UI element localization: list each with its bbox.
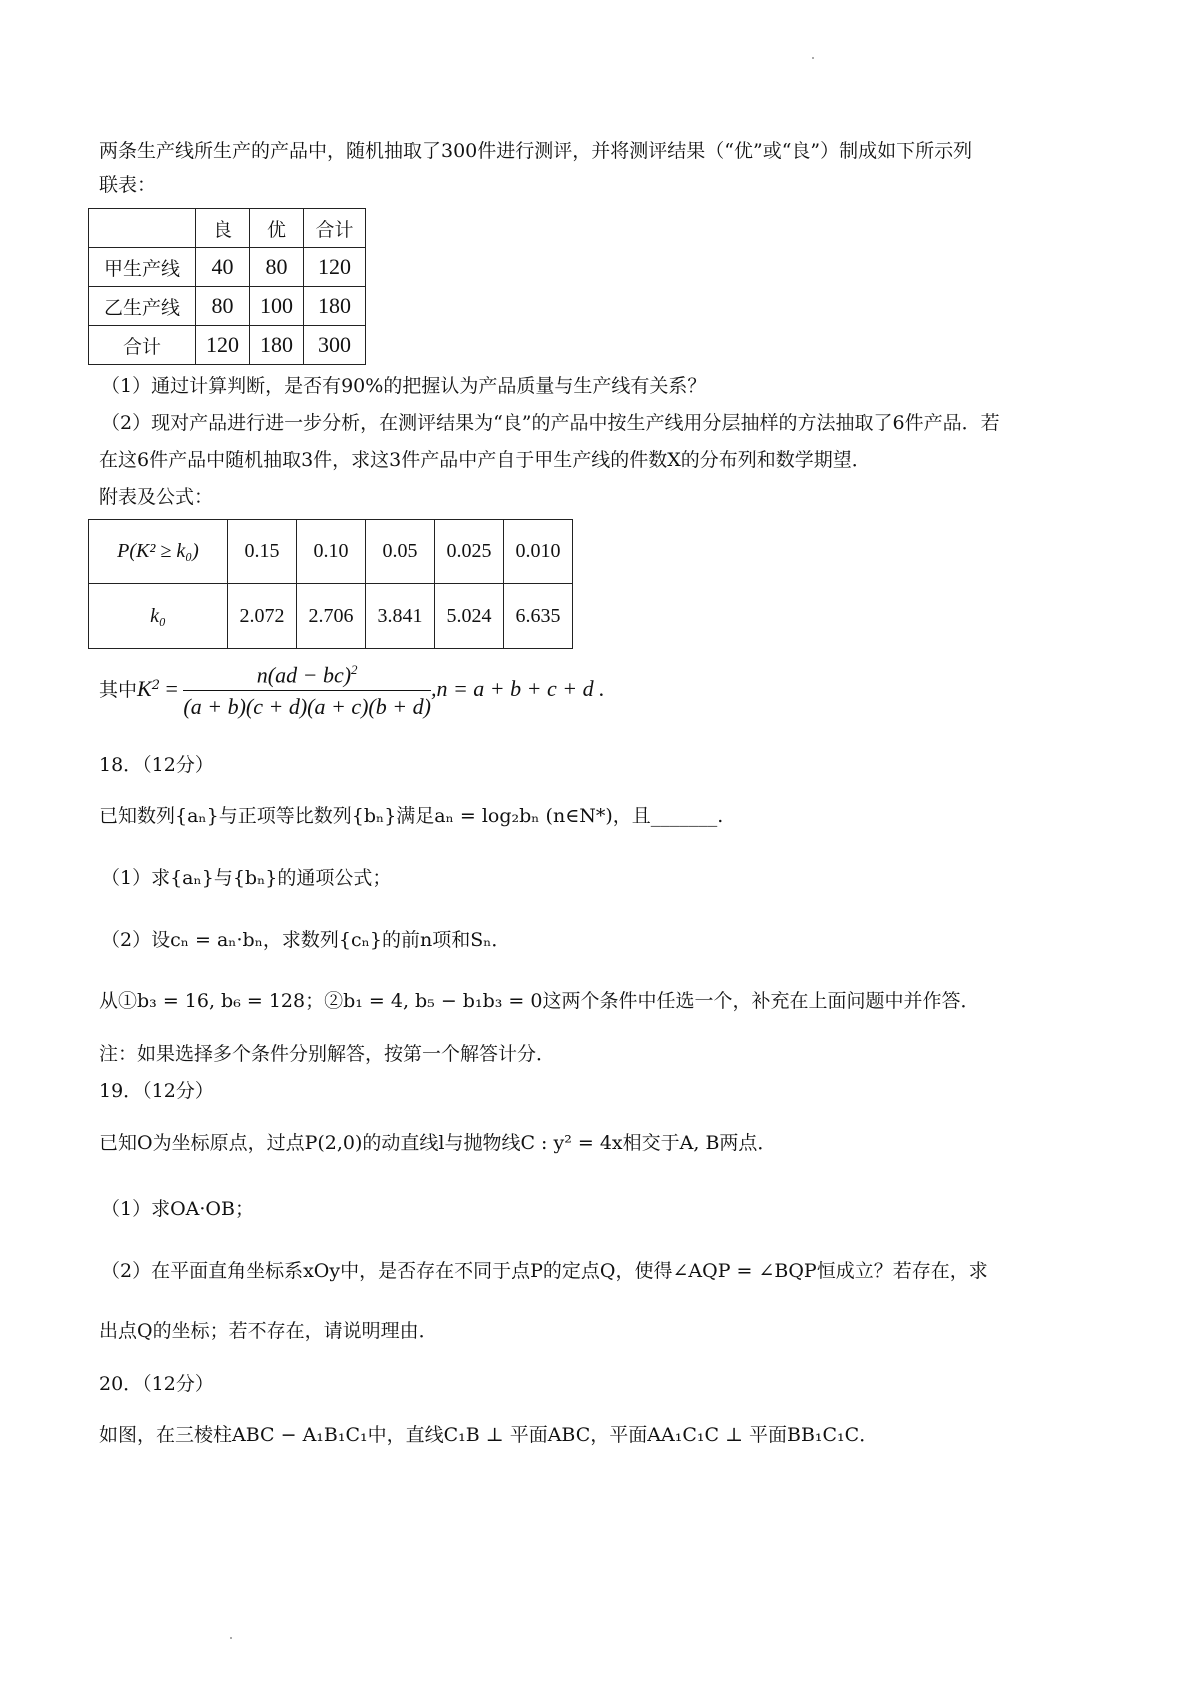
table-cell: 80 [250, 248, 304, 287]
table-cell: 合计 [89, 326, 196, 365]
table-cell: 合计 [304, 209, 366, 248]
q18-conditions: 从①b₃ = 16, b₆ = 128；②b₁ = 4, b₅ − b₁b₃ = 0这两个条件中任选一个，补充在上面问题中并作答． [99, 990, 980, 1012]
table-cell: 0.010 [504, 520, 573, 584]
contingency-table [88, 208, 366, 365]
q18-stem: 已知数列{aₙ}与正项等比数列{bₙ}满足aₙ = log₂bₙ (n∈N*)，且_______. [99, 805, 724, 827]
table-cell: 2.706 [297, 584, 366, 649]
table-cell: 甲生产线 [89, 248, 196, 287]
q17-part1: （1）通过计算判断，是否有90%的把握认为产品质量与生产线有关系？ [101, 375, 707, 397]
q19-part2-line2: 出点Q的坐标；若不存在，请说明理由． [99, 1320, 438, 1342]
q18-title: 18．（12分） [99, 754, 214, 776]
formula-fraction: $\frac{n(ad - bc)^2}{(a + b)(c + d)(a + c)(b + d)}$ [183, 662, 431, 720]
table-cell: 3.841 [366, 584, 435, 649]
q20-stem: 如图，在三棱柱ABC − A₁B₁C₁中，直线C₁B ⊥ 平面ABC，平面AA₁C₁C ⊥ 平面BB₁C₁C． [99, 1424, 879, 1446]
table-row [89, 520, 573, 584]
table-cell: 180 [250, 326, 304, 365]
table-cell: 120 [304, 248, 366, 287]
table-cell: 优 [250, 209, 304, 248]
table-cell: 0.10 [297, 520, 366, 584]
table-cell: 100 [250, 287, 304, 326]
q18-note: 注：如果选择多个条件分别解答，按第一个解答计分． [99, 1043, 556, 1065]
table-cell: 2.072 [228, 584, 297, 649]
q18-part2: （2）设cₙ = aₙ·bₙ，求数列{cₙ}的前n项和Sₙ． [101, 929, 511, 951]
scan-speck [230, 1637, 232, 1639]
q19-stem: 已知O为坐标原点，过点P(2,0)的动直线l与抛物线C : y² = 4x相交于A, B两点． [99, 1132, 777, 1154]
table-cell: 40 [196, 248, 250, 287]
formula-numerator: n(ad − bc) [256, 662, 352, 688]
chi-square-formula: 其中$K^2$ = $\frac{n(ad - bc)^2}{(a + b)(c + d)(a + c)(b + d)}$ ,n = a + b + c + d . [99, 662, 605, 720]
q19-title: 19．（12分） [99, 1080, 214, 1102]
table-cell: 5.024 [435, 584, 504, 649]
table-cell: 0.025 [435, 520, 504, 584]
table-cell: 乙生产线 [89, 287, 196, 326]
table-cell: 120 [196, 326, 250, 365]
q17-part2-line1: （2）现对产品进行进一步分析，在测评结果为“良”的产品中按生产线用分层抽样的方法抽取了6件产品．若 [101, 412, 1000, 434]
table-row-label: P(K² ≥ k₀) [89, 520, 228, 584]
table-cell: 0.05 [366, 520, 435, 584]
table-cell: 0.15 [228, 520, 297, 584]
intro-line-1: 两条生产线所生产的产品中，随机抽取了300件进行测评，并将测评结果（“优”或“良”）制成如下所示列 [99, 140, 973, 162]
q19-part2-line1: （2）在平面直角坐标系xOy中，是否存在不同于点P的定点Q，使得∠AQP = ∠BQP恒成立？若存在，求 [101, 1260, 988, 1282]
table-row [89, 584, 573, 649]
scan-speck [812, 57, 814, 59]
table-cell: 6.635 [504, 584, 573, 649]
critical-value-table [88, 519, 573, 649]
formula-tail: ,n = a + b + c + d . [430, 676, 605, 702]
table-row [89, 287, 366, 326]
table-row [89, 248, 366, 287]
table-cell: 80 [196, 287, 250, 326]
table-cell: 300 [304, 326, 366, 365]
formula-denominator: (a + b)(c + d)(a + c)(b + d) [183, 694, 431, 720]
q19-part1: （1）求OA·OB； [101, 1198, 254, 1220]
table-row-label: k₀ [89, 584, 228, 649]
q20-title: 20．（12分） [99, 1373, 214, 1395]
appendix-label: 附表及公式： [99, 486, 214, 508]
table-cell [89, 209, 196, 248]
formula-prefix: 其中 [99, 679, 138, 702]
q18-part1: （1）求{aₙ}与{bₙ}的通项公式； [101, 867, 392, 889]
intro-line-2: 联表： [99, 174, 157, 196]
q17-part2-line2: 在这6件产品中随机抽取3件，求这3件产品中产自于甲生产线的件数X的分布列和数学期望． [99, 449, 871, 471]
table-cell: 良 [196, 209, 250, 248]
table-row [89, 326, 366, 365]
table-row [89, 209, 366, 248]
table-cell: 180 [304, 287, 366, 326]
